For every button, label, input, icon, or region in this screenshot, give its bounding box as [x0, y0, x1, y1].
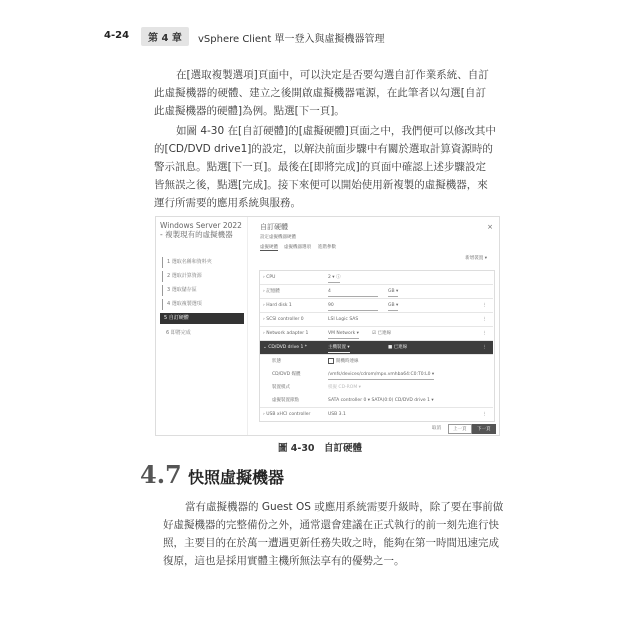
section-title: 快照虛擬機器 [188, 468, 285, 487]
row-value: USB 3.1 [328, 412, 346, 417]
checkbox-icon[interactable] [328, 358, 334, 364]
cd-media-select[interactable]: /vmfs/devices/cdrom/mpx.vmhba64:C0:T0:L0 ▾ [328, 370, 434, 380]
paragraph-1 [154, 66, 489, 120]
disk-unit-select[interactable]: GB ▾ [388, 301, 398, 311]
row-label: › USB xHCI controller [263, 412, 311, 417]
connected-checkbox[interactable]: ☑ 已連線 [372, 331, 391, 336]
cd-status-row [260, 355, 493, 368]
text-line: 皆無誤之後，點選[完成]。接下來便可以開始使用新複製的虛擬機器，來 [154, 179, 488, 191]
row-label: 裝置模式 [272, 385, 290, 390]
network-select[interactable]: VM Network ▾ [328, 329, 359, 339]
more-icon[interactable]: ⋮ [482, 412, 487, 417]
more-icon[interactable]: ⋮ [482, 345, 487, 350]
tab-virtual-hardware[interactable]: 虛擬硬體 [260, 245, 278, 250]
row-label: 狀態 [272, 359, 281, 364]
connect-at-power-on-checkbox[interactable] [328, 355, 359, 368]
hw-row-hard-disk[interactable] [260, 299, 493, 313]
dialog-title: 自訂硬體 [260, 223, 288, 231]
next-button[interactable]: 下一頁 [472, 424, 496, 434]
wizard-sidebar [156, 217, 248, 435]
hw-row-network[interactable] [260, 327, 493, 341]
device-mode-select[interactable]: 模擬 CD-ROM ▾ [328, 385, 361, 390]
more-icon[interactable]: ⋮ [482, 303, 487, 308]
cancel-button[interactable]: 取消 [432, 426, 441, 431]
checkbox-label: 開機時連線 [336, 359, 359, 364]
row-label: › Hard disk 1 [263, 303, 292, 308]
figure-screenshot [155, 216, 500, 436]
row-label: CD/DVD 媒體 [272, 372, 301, 377]
hw-row-memory[interactable] [260, 285, 493, 299]
row-label: › CPU [263, 275, 276, 280]
more-icon[interactable]: ⋮ [482, 331, 487, 336]
row-label: ⌄ CD/DVD drive 1 * [263, 345, 308, 350]
chapter-title: vSphere Client 單一登入與虛擬機器管理 [198, 34, 385, 45]
dialog-subtitle: 設定虛擬機器硬體 [260, 235, 296, 240]
section-number: 4.7 [140, 460, 182, 489]
device-node-row [260, 394, 493, 407]
hw-row-cpu[interactable] [260, 271, 493, 285]
tab-vm-options[interactable]: 虛擬機器選項 [284, 245, 311, 250]
text-line: 照，主要目的在於萬一遭遇更新任務失敗之時，能夠在第一時間迅速完成 [163, 537, 499, 549]
wizard-step[interactable]: 6 即將完成 [166, 330, 191, 336]
cd-media-row [260, 368, 493, 381]
device-node-select[interactable]: SATA controller 0 ▾ SATA(0:0) CD/DVD drive 1 ▾ [328, 398, 434, 403]
wizard-step-active[interactable]: 5 自訂硬體 [160, 313, 244, 324]
close-icon[interactable]: × [487, 223, 493, 231]
row-label: › SCSI controller 0 [263, 317, 304, 322]
memory-unit-select[interactable]: GB ▾ [388, 287, 398, 297]
row-label: › Network adapter 1 [263, 331, 309, 336]
paragraph-3 [163, 498, 504, 570]
connected-checkbox[interactable]: ■ 已連線 [388, 345, 408, 350]
cpu-select[interactable]: 2 ▾ ⓘ [328, 273, 340, 283]
page-number: 4-24 [104, 30, 130, 41]
more-icon[interactable]: ⋮ [482, 317, 487, 322]
wizard-step[interactable]: 4 選取複製選項 [162, 299, 242, 310]
row-label: 虛擬裝置節點 [272, 398, 299, 403]
text-line: 此虛擬機器的硬體、建立之後開啟虛擬機器電源，在此筆者以勾選[自訂 [154, 87, 486, 99]
hw-row-usb[interactable] [260, 407, 493, 421]
text-line: 復原，這也是採用實體主機所無法享有的優勢之一。 [163, 555, 405, 567]
text-line: 在[選取複製選項]頁面中，可以決定是否要勾選自訂作業系統、自訂 [176, 69, 489, 81]
wizard-title: Windows Server 2022 - 複製現有的虛擬機器 [160, 221, 242, 239]
wizard-step[interactable]: 1 選取名稱和資料夾 [162, 257, 242, 268]
tab-advanced[interactable]: 進階參數 [318, 245, 336, 250]
text-line: 警示訊息。點選[下一頁]。最後在[即將完成]的頁面中確認上述步驟設定 [154, 161, 486, 173]
hw-row-scsi[interactable] [260, 313, 493, 327]
text-line: 此虛擬機器的硬體]為例。點選[下一頁]。 [154, 105, 345, 117]
text-line: 運行所需要的應用系統與服務。 [154, 197, 301, 209]
disk-size-input[interactable]: 90 [328, 301, 378, 311]
wizard-step[interactable]: 3 選取儲存區 [162, 285, 242, 296]
paragraph-2 [154, 122, 496, 212]
row-label: › 記憶體 [263, 289, 280, 294]
hw-row-cdrom[interactable] [260, 341, 493, 355]
text-line: 的[CD/DVD drive1]的設定，以解決前面步驟中有關於選取計算資源時的 [154, 143, 493, 155]
back-button[interactable]: 上一頁 [448, 424, 472, 434]
text-line: 如圖 4-30 在[自訂硬體]的[虛擬硬體]頁面之中，我們便可以修改其中 [176, 125, 496, 137]
wizard-step[interactable]: 2 選取計算資源 [162, 271, 242, 282]
text-line: 好虛擬機器的完整備份之外，通常還會建議在正式執行的前一刻先進行快 [163, 519, 499, 531]
chapter-label: 第 4 章 [141, 27, 189, 46]
device-mode-row [260, 381, 493, 394]
row-value: LSI Logic SAS [328, 317, 359, 322]
figure-caption: 圖 4-30 自訂硬體 [277, 443, 363, 454]
cdrom-type-select[interactable]: 主機裝置 ▾ [328, 343, 350, 353]
memory-input[interactable]: 4 [328, 287, 378, 297]
add-device-button[interactable]: 新增裝置 ▾ [465, 256, 487, 261]
text-line: 當有虛擬機器的 Guest OS 或應用系統需要升級時，除了要在事前做 [185, 501, 504, 513]
